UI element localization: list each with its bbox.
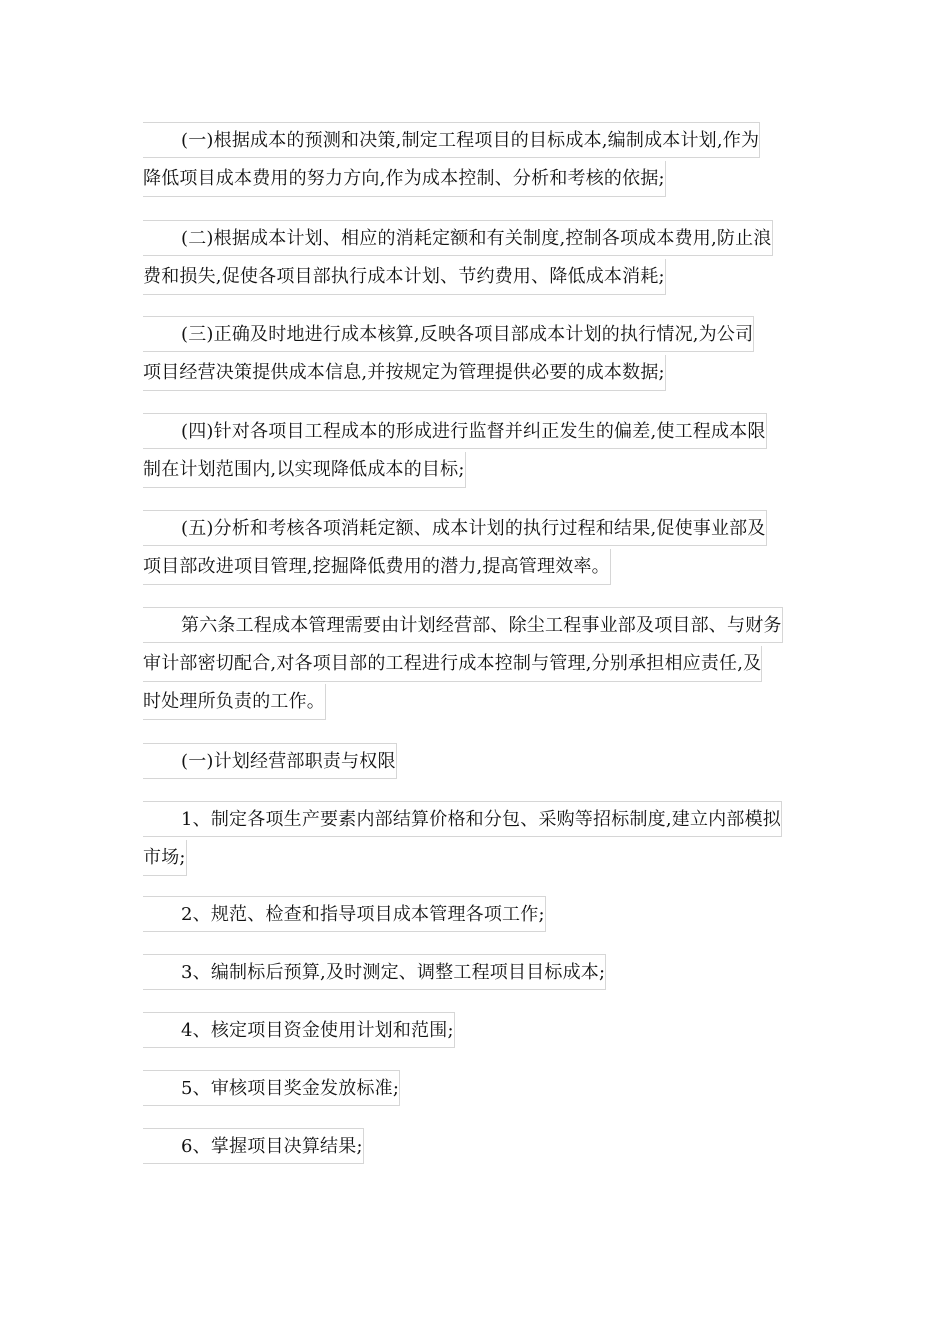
paragraph — [143, 122, 806, 198]
text-line: 费和损失,促使各项目部执行成本计划、节约费用、降低成本消耗; — [143, 258, 806, 296]
section-heading — [143, 743, 806, 781]
paragraph — [143, 413, 806, 489]
list-item — [143, 1012, 806, 1050]
text-line: 第六条工程成本管理需要由计划经营部、除尘工程事业部及项目部、与财务 — [143, 607, 806, 645]
paragraph — [143, 316, 806, 392]
paragraph — [143, 510, 806, 586]
text-line: 项目经营决策提供成本信息,并按规定为管理提供必要的成本数据; — [143, 354, 806, 392]
text-line: (三)正确及时地进行成本核算,反映各项目部成本计划的执行情况,为公司 — [143, 316, 806, 354]
text-line: 4、核定项目资金使用计划和范围; — [143, 1012, 806, 1050]
text-line: (五)分析和考核各项消耗定额、成本计划的执行过程和结果,促使事业部及 — [143, 510, 806, 548]
text-line: 2、规范、检查和指导项目成本管理各项工作; — [143, 896, 806, 934]
text-line: 制在计划范围内,以实现降低成本的目标; — [143, 451, 806, 489]
text-line: (一)计划经营部职责与权限 — [143, 743, 806, 781]
list-item — [143, 896, 806, 934]
text-line: 时处理所负责的工作。 — [143, 683, 806, 721]
paragraph — [143, 607, 806, 721]
text-line: 6、掌握项目决算结果; — [143, 1128, 806, 1166]
text-line: 审计部密切配合,对各项目部的工程进行成本控制与管理,分别承担相应责任,及 — [143, 645, 806, 683]
text-line: 1、制定各项生产要素内部结算价格和分包、采购等招标制度,建立内部模拟 — [143, 801, 806, 839]
text-line: 市场; — [143, 839, 806, 877]
list-item — [143, 954, 806, 992]
text-line: 项目部改进项目管理,挖掘降低费用的潜力,提高管理效率。 — [143, 548, 806, 586]
text-line: (一)根据成本的预测和决策,制定工程项目的目标成本,编制成本计划,作为 — [143, 122, 806, 160]
list-item — [143, 1070, 806, 1108]
text-line: 降低项目成本费用的努力方向,作为成本控制、分析和考核的依据; — [143, 160, 806, 198]
text-line: (二)根据成本计划、相应的消耗定额和有关制度,控制各项成本费用,防止浪 — [143, 220, 806, 258]
text-line: 3、编制标后预算,及时测定、调整工程项目目标成本; — [143, 954, 806, 992]
list-item — [143, 1128, 806, 1166]
text-line: (四)针对各项目工程成本的形成进行监督并纠正发生的偏差,使工程成本限 — [143, 413, 806, 451]
text-line: 5、审核项目奖金发放标准; — [143, 1070, 806, 1108]
paragraph — [143, 220, 806, 296]
list-item — [143, 801, 806, 877]
